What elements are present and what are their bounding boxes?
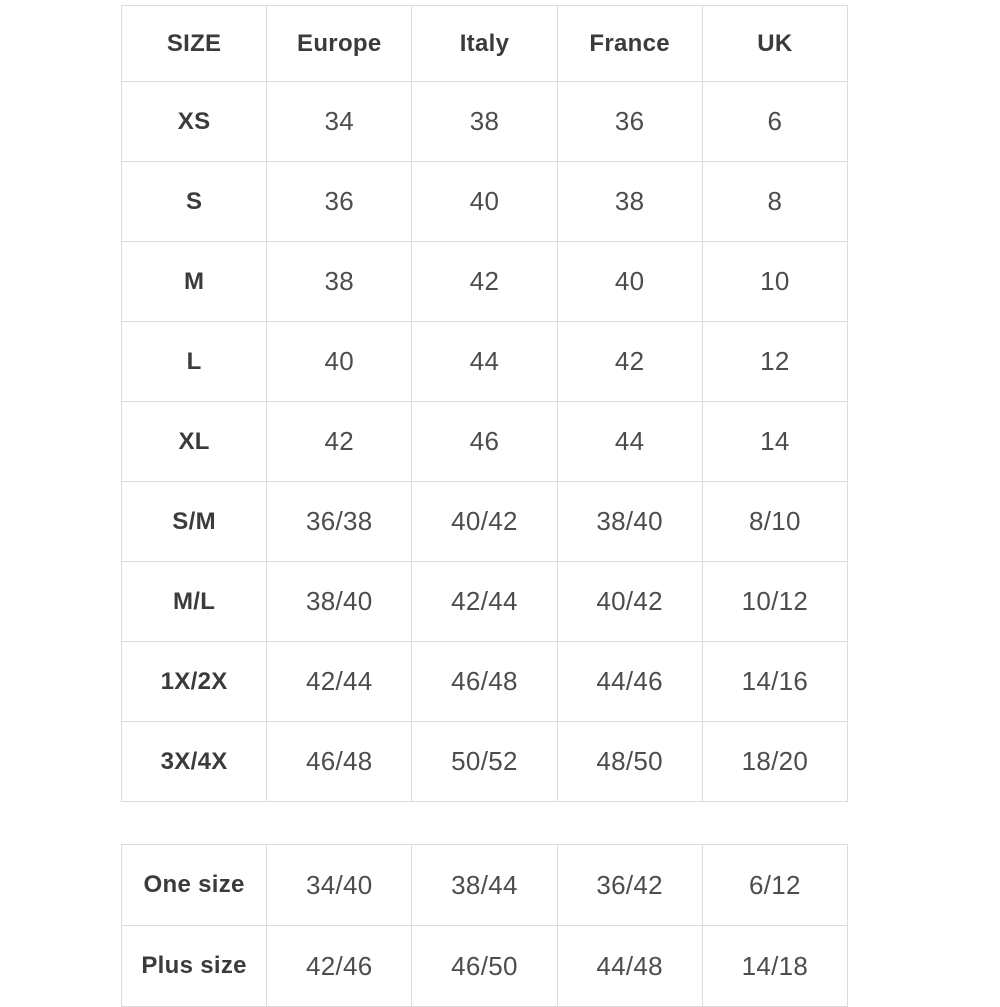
- table-row: [122, 562, 848, 642]
- size-conversion-table: [121, 5, 848, 802]
- header-cell: SIZE: [122, 6, 267, 82]
- value-cell: 40/42: [412, 482, 557, 562]
- size-label-cell: 3X/4X: [122, 722, 267, 802]
- value-cell: 34/40: [267, 845, 412, 926]
- value-cell: 46/48: [267, 722, 412, 802]
- value-cell: 50/52: [412, 722, 557, 802]
- size-label-cell: One size: [122, 845, 267, 926]
- value-cell: 14/16: [702, 642, 847, 722]
- size-label-cell: M: [122, 242, 267, 322]
- value-cell: 36: [267, 162, 412, 242]
- size-conversion-chart: [121, 5, 848, 1007]
- value-cell: 6/12: [702, 845, 847, 926]
- value-cell: 38: [557, 162, 702, 242]
- table-row: [122, 722, 848, 802]
- value-cell: 40: [557, 242, 702, 322]
- value-cell: 44/46: [557, 642, 702, 722]
- table-row: [122, 242, 848, 322]
- value-cell: 6: [702, 82, 847, 162]
- one-size-plus-size-table: [121, 844, 848, 1007]
- table-row: [122, 642, 848, 722]
- value-cell: 38/40: [557, 482, 702, 562]
- table-row: [122, 82, 848, 162]
- value-cell: 46/50: [412, 926, 557, 1007]
- value-cell: 10: [702, 242, 847, 322]
- table-body: [122, 82, 848, 802]
- value-cell: 36: [557, 82, 702, 162]
- value-cell: 44: [412, 322, 557, 402]
- size-label-cell: M/L: [122, 562, 267, 642]
- value-cell: 36/38: [267, 482, 412, 562]
- value-cell: 14: [702, 402, 847, 482]
- header-cell: UK: [702, 6, 847, 82]
- size-label-cell: Plus size: [122, 926, 267, 1007]
- value-cell: 44: [557, 402, 702, 482]
- size-label-cell: 1X/2X: [122, 642, 267, 722]
- value-cell: 48/50: [557, 722, 702, 802]
- value-cell: 18/20: [702, 722, 847, 802]
- table-row: [122, 845, 848, 926]
- value-cell: 42: [267, 402, 412, 482]
- header-cell: Europe: [267, 6, 412, 82]
- value-cell: 36/42: [557, 845, 702, 926]
- table-row: [122, 482, 848, 562]
- table-row: [122, 162, 848, 242]
- value-cell: 38: [267, 242, 412, 322]
- size-label-cell: S: [122, 162, 267, 242]
- table-row: [122, 322, 848, 402]
- value-cell: 38/44: [412, 845, 557, 926]
- header-cell: Italy: [412, 6, 557, 82]
- value-cell: 8/10: [702, 482, 847, 562]
- value-cell: 12: [702, 322, 847, 402]
- value-cell: 46: [412, 402, 557, 482]
- value-cell: 34: [267, 82, 412, 162]
- value-cell: 42: [557, 322, 702, 402]
- table-body: [122, 845, 848, 1007]
- table-row: [122, 402, 848, 482]
- value-cell: 46/48: [412, 642, 557, 722]
- value-cell: 42/44: [267, 642, 412, 722]
- value-cell: 10/12: [702, 562, 847, 642]
- table-row: [122, 926, 848, 1007]
- size-label-cell: XL: [122, 402, 267, 482]
- size-label-cell: L: [122, 322, 267, 402]
- value-cell: 38/40: [267, 562, 412, 642]
- value-cell: 40: [412, 162, 557, 242]
- value-cell: 44/48: [557, 926, 702, 1007]
- table-header: [122, 6, 848, 82]
- value-cell: 40/42: [557, 562, 702, 642]
- value-cell: 38: [412, 82, 557, 162]
- value-cell: 8: [702, 162, 847, 242]
- header-row: [122, 6, 848, 82]
- value-cell: 40: [267, 322, 412, 402]
- header-cell: France: [557, 6, 702, 82]
- size-label-cell: XS: [122, 82, 267, 162]
- value-cell: 42/46: [267, 926, 412, 1007]
- size-label-cell: S/M: [122, 482, 267, 562]
- value-cell: 42/44: [412, 562, 557, 642]
- value-cell: 42: [412, 242, 557, 322]
- value-cell: 14/18: [702, 926, 847, 1007]
